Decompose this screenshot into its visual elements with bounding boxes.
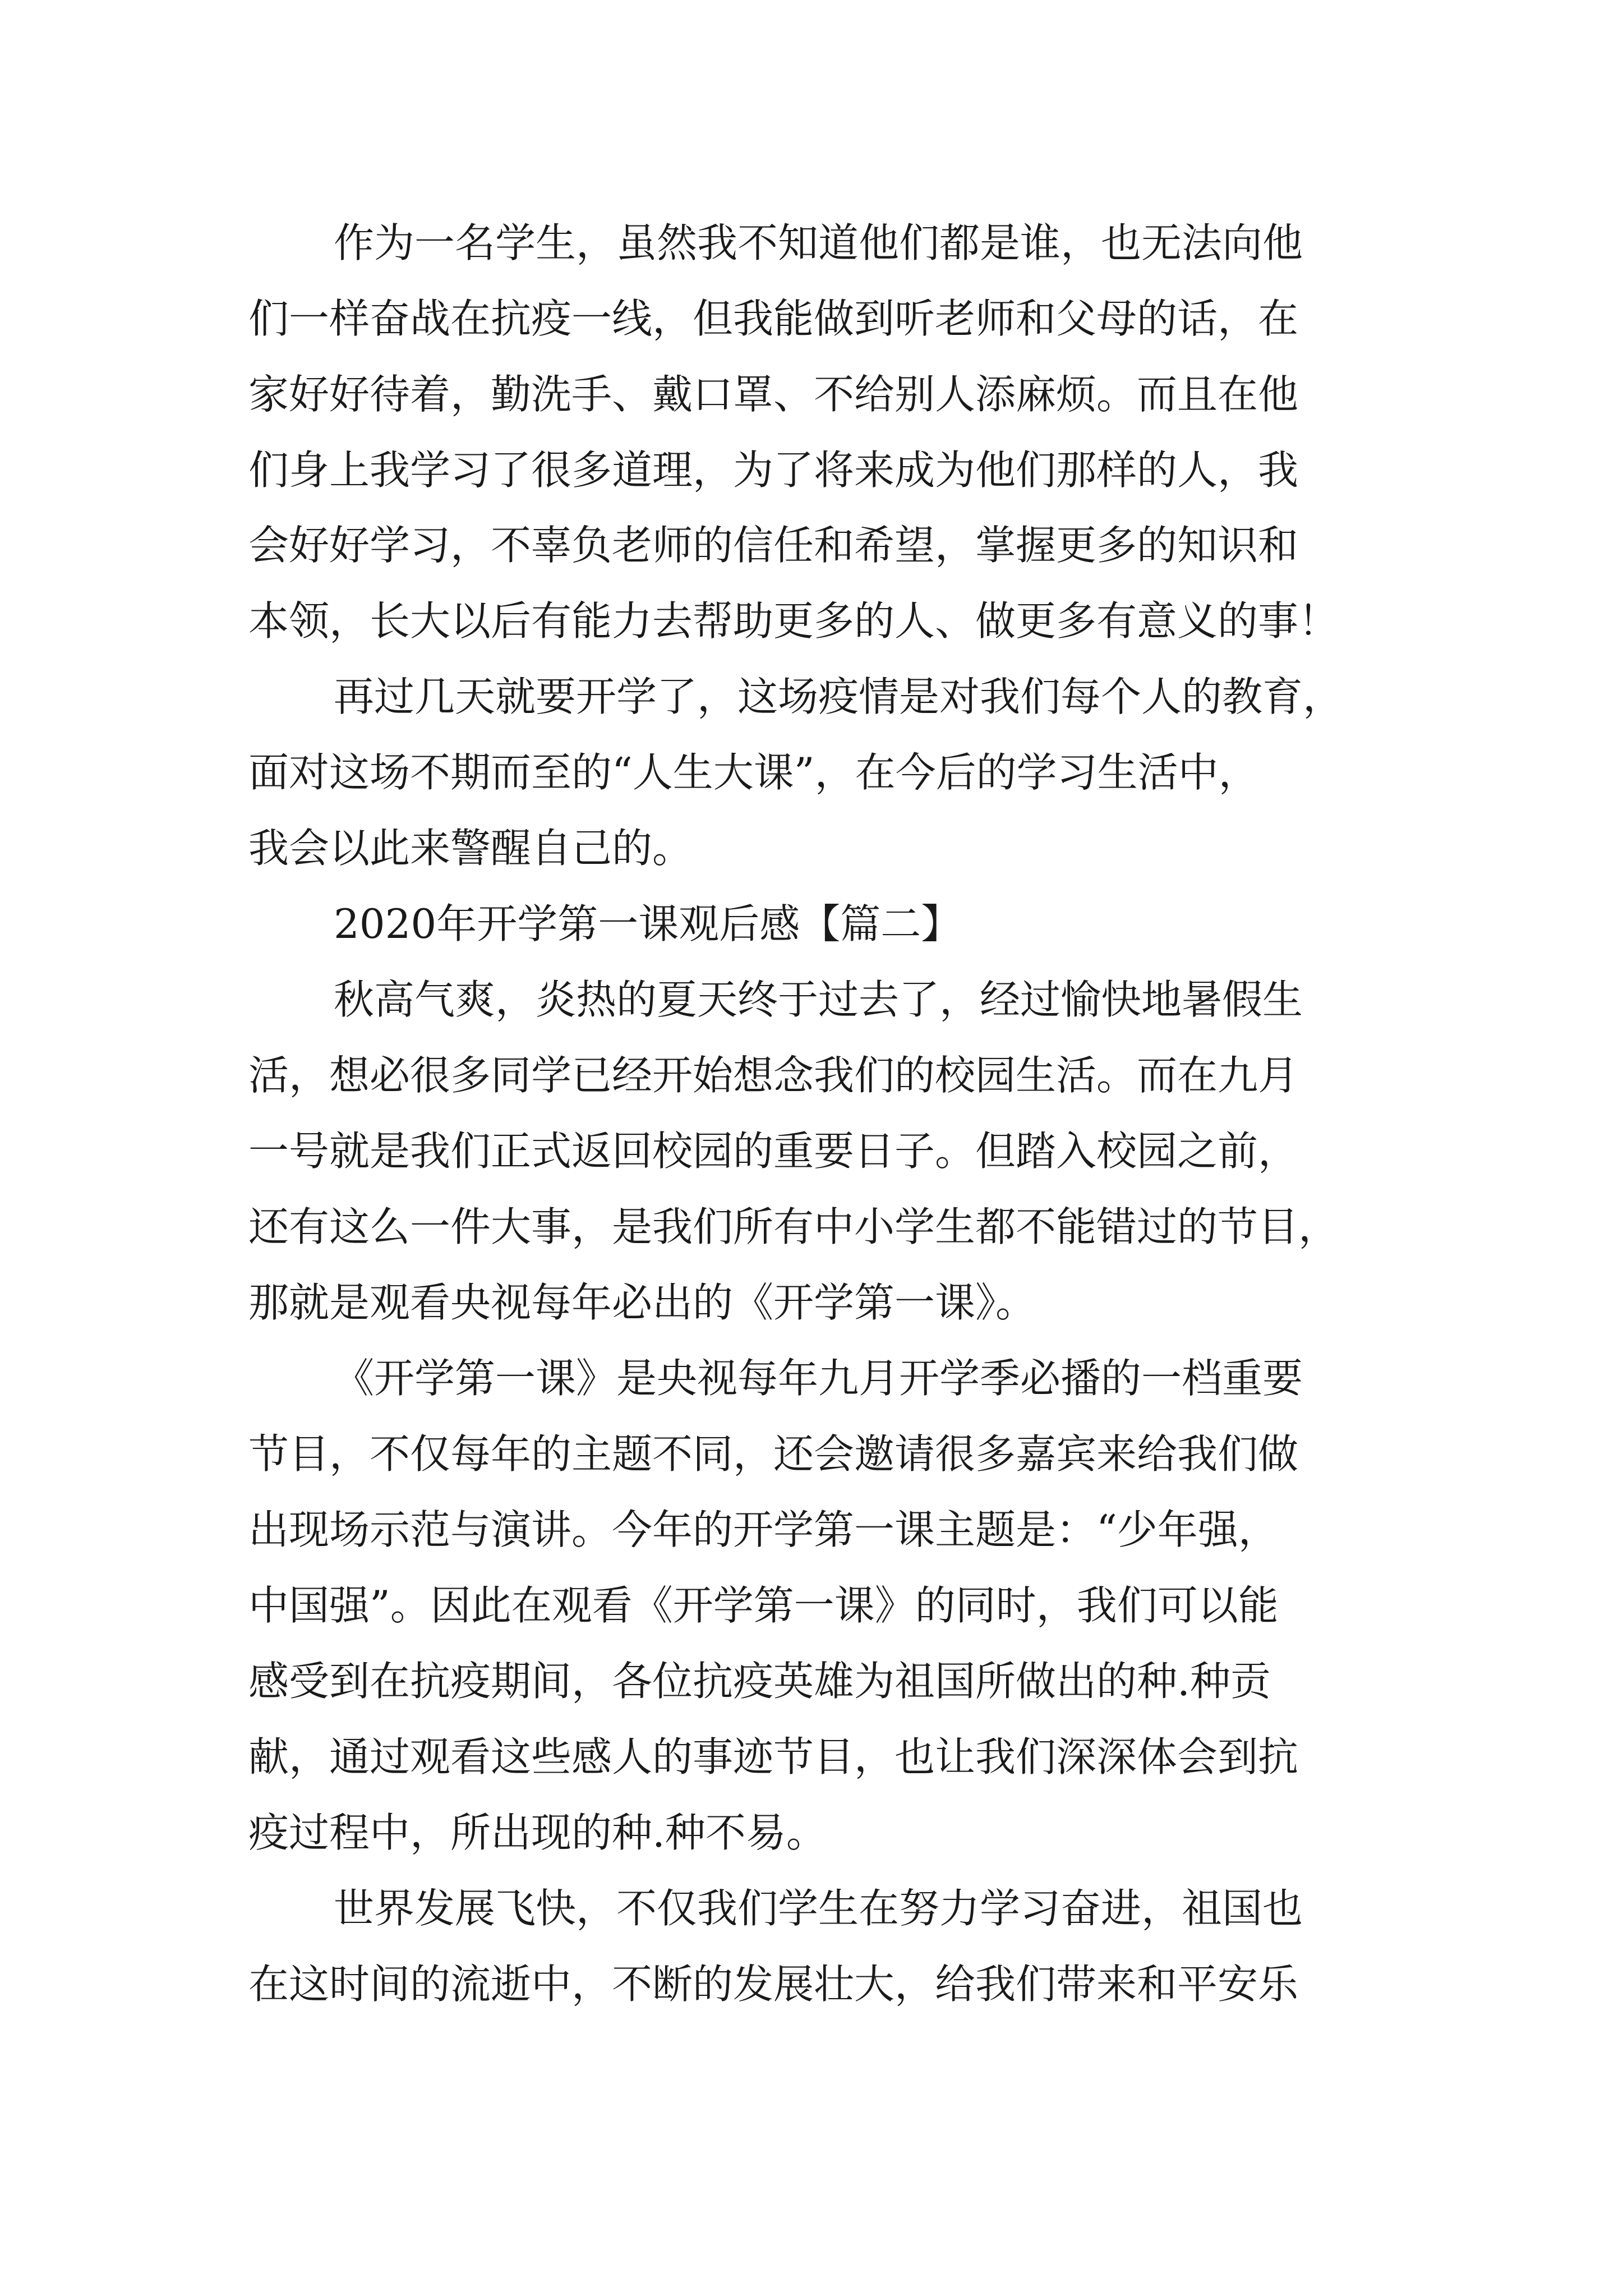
paragraph-line: 那就是观看央视每年必出的《开学第一课》。 [248, 1279, 1036, 1326]
paragraph-line: 们一样奋战在抗疫一线，但我能做到听老师和父母的话，在 [248, 295, 1299, 342]
paragraph-line: 感受到在抗疫期间，各位抗疫英雄为祖国所做出的种.种贡 [248, 1658, 1271, 1705]
paragraph-line: 世界发展飞快，不仅我们学生在努力学习奋进，祖国也 [334, 1885, 1303, 1932]
section-heading: 2020年开学第一课观后感【篇二】 [334, 900, 962, 947]
paragraph-line: 我会以此来警醒自己的。 [248, 825, 693, 872]
paragraph-line: 们身上我学习了很多道理，为了将来成为他们那样的人，我 [248, 447, 1299, 494]
paragraph-line: 面对这场不期而至的“人生大课”，在今后的学习生活中， [248, 749, 1259, 796]
paragraph-line: 秋高气爽，炎热的夏天终于过去了，经过愉快地暑假生 [334, 976, 1303, 1023]
paragraph-line: 再过几天就要开学了，这场疫情是对我们每个人的教育， [334, 673, 1344, 720]
paragraph-line: 《开学第一课》是央视每年九月开学季必播的一档重要 [334, 1355, 1303, 1402]
paragraph-line: 疫过程中，所出现的种.种不易。 [248, 1809, 827, 1856]
paragraph-line: 本领，长大以后有能力去帮助更多的人、做更多有意义的事！ [248, 597, 1339, 645]
paragraph-line: 家好好待着，勤洗手、戴口罩、不给别人添麻烦。而且在他 [248, 371, 1299, 418]
paragraph-line: 中国强”。因此在观看《开学第一课》的同时，我们可以能 [248, 1582, 1279, 1629]
paragraph-line: 节目，不仅每年的主题不同，还会邀请很多嘉宾来给我们做 [248, 1430, 1299, 1478]
paragraph-line: 会好好学习，不辜负老师的信任和希望，掌握更多的知识和 [248, 522, 1299, 569]
paragraph-line: 一号就是我们正式返回校园的重要日子。但踏入校园之前， [248, 1128, 1299, 1175]
paragraph-line: 还有这么一件大事，是我们所有中小学生都不能错过的节目， [248, 1203, 1339, 1250]
paragraph-line: 出现场示范与演讲。今年的开学第一课主题是：“少年强， [248, 1506, 1279, 1553]
paragraph-line: 作为一名学生，虽然我不知道他们都是谁，也无法向他 [334, 219, 1303, 266]
paragraph-line: 在这时间的流逝中，不断的发展壮大，给我们带来和平安乐 [248, 1961, 1299, 2008]
paragraph-line: 活，想必很多同学已经开始想念我们的校园生活。而在九月 [248, 1052, 1299, 1099]
paragraph-line: 献，通过观看这些感人的事迹节目，也让我们深深体会到抗 [248, 1733, 1299, 1780]
